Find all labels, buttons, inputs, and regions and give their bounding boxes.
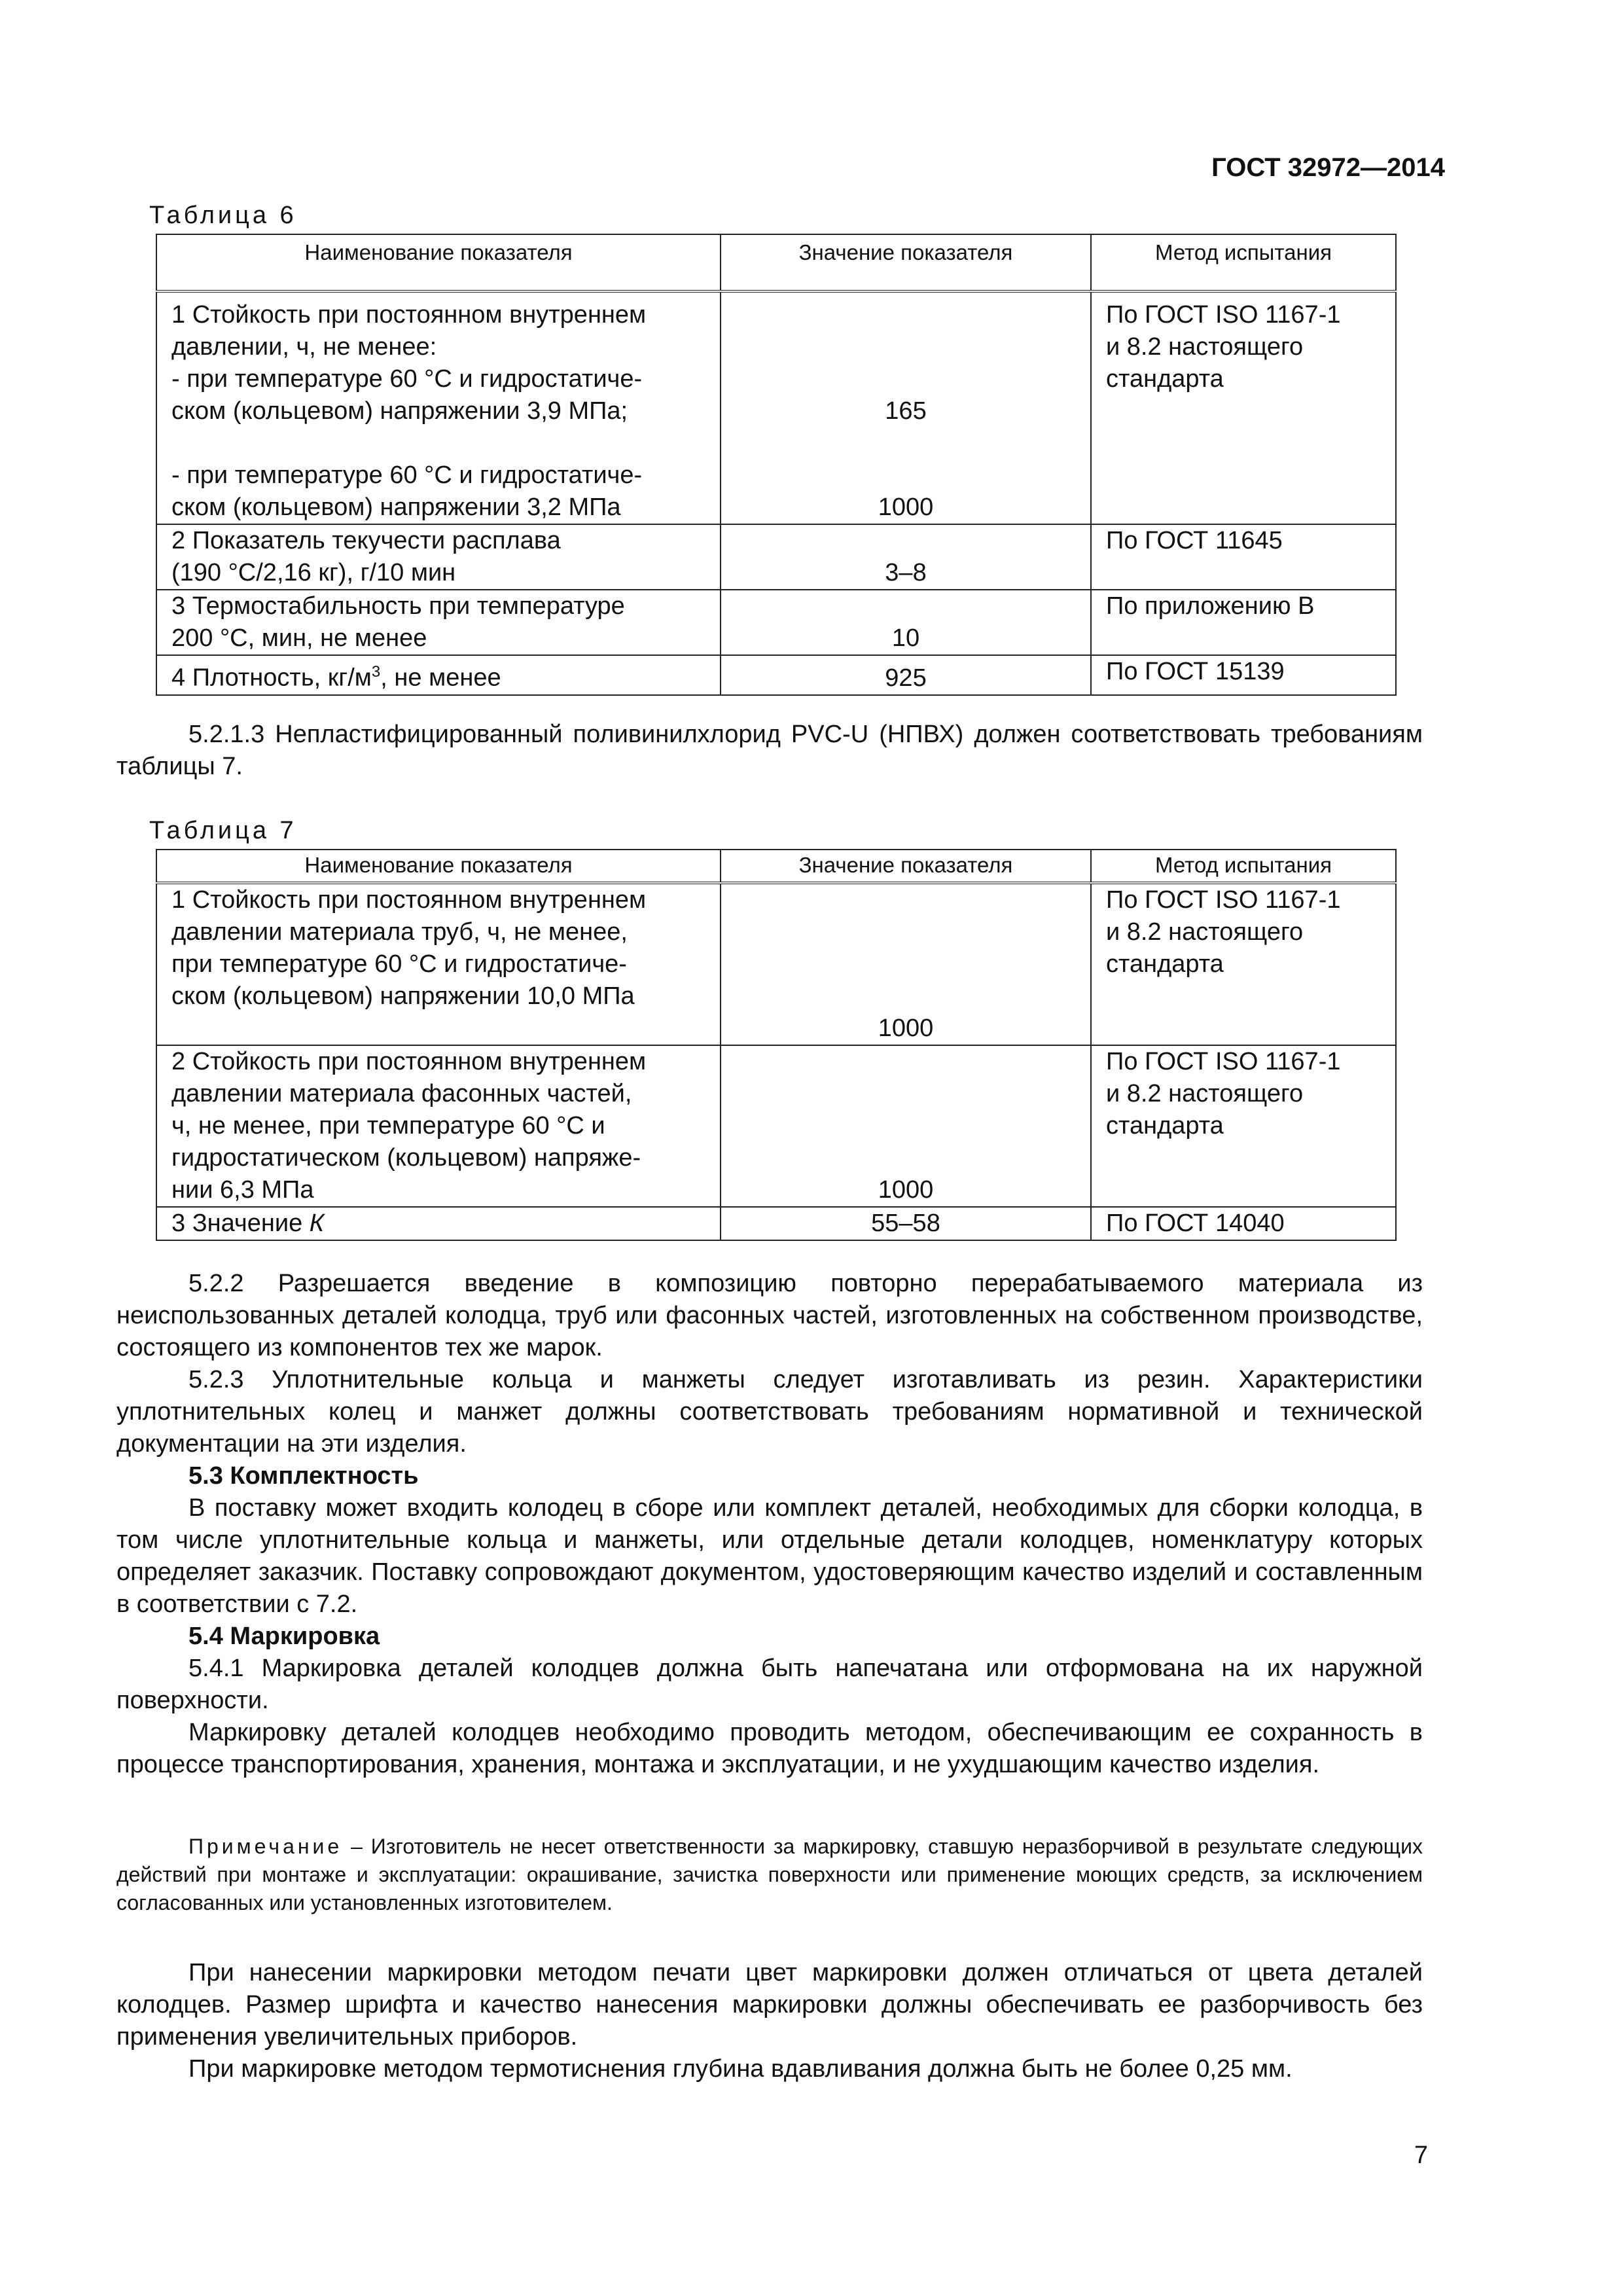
- table6-r1-name: 1 Стойкость при постоянном внутреннем давлении, ч, не менее: - при температуре 60 °С и гидростатиче- ском (кольцевом) напряжении 3,9 МПа; - при температуре 60 °С и гидростатиче- ском (кольцевом) напряжении 3,2 МПа: [156, 291, 721, 524]
- table6-r2-value: 3–8: [721, 524, 1091, 590]
- heading-5-3: 5.3 Комплектность: [188, 1462, 419, 1490]
- table6-r1-value1: 165: [885, 397, 927, 425]
- table7-header-value: Значение показателя: [721, 850, 1091, 883]
- table-row: [156, 590, 1396, 655]
- table-row: [156, 1207, 1396, 1240]
- paragraph-thermo-marking: При маркировке методом термотиснения глубина вдавливания должна быть не более 0,25 мм.: [188, 2055, 1293, 2083]
- document-code: ГОСТ 32972—2014: [1211, 153, 1445, 182]
- paragraph-5-2-2: 5.2.2 Разрешается введение в композицию повторно перерабатываемого материала из неиспользованных деталей колодца, труб или фасонных частей, изготовленных на собственном производстве, состоящего из компонентов тех же марок.: [116, 1270, 1423, 1361]
- paragraph-5-4-1-b: Маркировку деталей колодцев необходимо проводить методом, обеспечивающим ее сохранность в процессе транспортирования, хранения, монтажа и эксплуатации, и не ухудшающим качество изделия.: [116, 1719, 1423, 1778]
- table6-r3-value: 10: [721, 590, 1091, 655]
- table6-r3-method: По приложению В: [1091, 590, 1396, 655]
- table7-r2-value: 1000: [721, 1045, 1091, 1207]
- table7-caption: Таблица 7: [149, 817, 297, 844]
- table7-r3-value: 55–58: [721, 1207, 1091, 1240]
- note: [116, 1833, 1423, 1917]
- table-row: [156, 883, 1396, 1045]
- page-number: 7: [1414, 2142, 1428, 2169]
- table6-header-value: Значение показателя: [721, 234, 1091, 291]
- table7-header-method: Метод испытания: [1091, 850, 1396, 883]
- paragraph-5-2-3: 5.2.3 Уплотнительные кольца и манжеты следует изготавливать из резин. Характеристики уплотнительных колец и манжет должны соответствовать требованиям нормативной и технической документации на эти изделия.: [116, 1366, 1423, 1458]
- note-text: – Изготовитель не несет ответственности за маркировку, ставшую неразборчивой в результате следующих действий при монтаже и эксплуатации: окрашивание, зачистка поверхности или применение моющих средств, за исключением согласованных или установленных изготовителем.: [116, 1835, 1423, 1914]
- table7-header-name: Наименование показателя: [156, 850, 721, 883]
- table-row: [156, 291, 1396, 524]
- paragraph-5-4-1: 5.4.1 Маркировка деталей колодцев должна быть напечатана или отформована на их наружной поверхности.: [116, 1655, 1423, 1714]
- table6-r4-name: 4 Плотность, $кг/м^3$, не менее: [156, 655, 721, 695]
- table7-r1-method: По ГОСТ ISO 1167-1 и 8.2 настоящего стандарта: [1091, 883, 1396, 1045]
- table6-header-name: Наименование показателя: [156, 234, 721, 291]
- table7-r1-value: 1000: [721, 883, 1091, 1045]
- table-row: [156, 1045, 1396, 1207]
- table7-header-row: [156, 850, 1396, 883]
- table7-r2-name: 2 Стойкость при постоянном внутреннем давлении материала фасонных частей, ч, не менее, при температуре 60 °С и гидростатическом (кольцевом) напряже- нии 6,3 МПа: [156, 1045, 721, 1207]
- paragraph-5-2-1-3: 5.2.1.3 Непластифицированный поливинилхлорид PVC-U (НПВХ) должен соответствовать требованиям таблицы 7.: [116, 721, 1423, 780]
- note-label: Примечание: [188, 1835, 343, 1858]
- table7-r1-name: 1 Стойкость при постоянном внутреннем давлении материала труб, ч, не менее, при температуре 60 °С и гидростатиче- ском (кольцевом) напряжении 10,0 МПа: [156, 883, 721, 1045]
- table6-header-row: [156, 234, 1396, 291]
- table6-header-method: Метод испытания: [1091, 234, 1396, 291]
- paragraph-print-marking: При нанесении маркировки методом печати цвет маркировки должен отличаться от цвета деталей колодцев. Размер шрифта и качество нанесения маркировки должны обеспечивать ее разборчивость без применения увеличительных приборов.: [116, 1959, 1423, 2051]
- table6-r1-method: По ГОСТ ISO 1167-1 и 8.2 настоящего стандарта: [1091, 291, 1396, 524]
- table6-r2-name: 2 Показатель текучести расплава (190 °С/2,16 кг), г/10 мин: [156, 524, 721, 590]
- table7: [156, 849, 1397, 1241]
- table6: [156, 234, 1397, 696]
- table7-r3-method: По ГОСТ 14040: [1091, 1207, 1396, 1240]
- table6-r4-method: По ГОСТ 15139: [1091, 655, 1396, 695]
- table-row: [156, 655, 1396, 695]
- table6-r4-value: 925: [721, 655, 1091, 695]
- heading-5-4: 5.4 Маркировка: [188, 1623, 380, 1650]
- table7-r2-method: По ГОСТ ISO 1167-1 и 8.2 настоящего стандарта: [1091, 1045, 1396, 1207]
- table6-r1-value2: 1000: [878, 493, 934, 521]
- table6-caption: Таблица 6: [149, 202, 297, 229]
- paragraph-5-3: В поставку может входить колодец в сборе или комплект деталей, необходимых для сборки колодца, в том числе уплотнительные кольца и манжеты, или отдельные детали колодцев, номенклатуру которых определяет заказчик. Поставку сопровождают документом, удостоверяющим качество изделий и составленным в соответствии с 7.2.: [116, 1494, 1423, 1618]
- table6-r3-name: 3 Термостабильность при температуре 200 °С, мин, не менее: [156, 590, 721, 655]
- table6-r2-method: По ГОСТ 11645: [1091, 524, 1396, 590]
- table6-r1-value: [721, 291, 1091, 524]
- table7-r3-name: 3 Значение К: [156, 1207, 721, 1240]
- table-row: [156, 524, 1396, 590]
